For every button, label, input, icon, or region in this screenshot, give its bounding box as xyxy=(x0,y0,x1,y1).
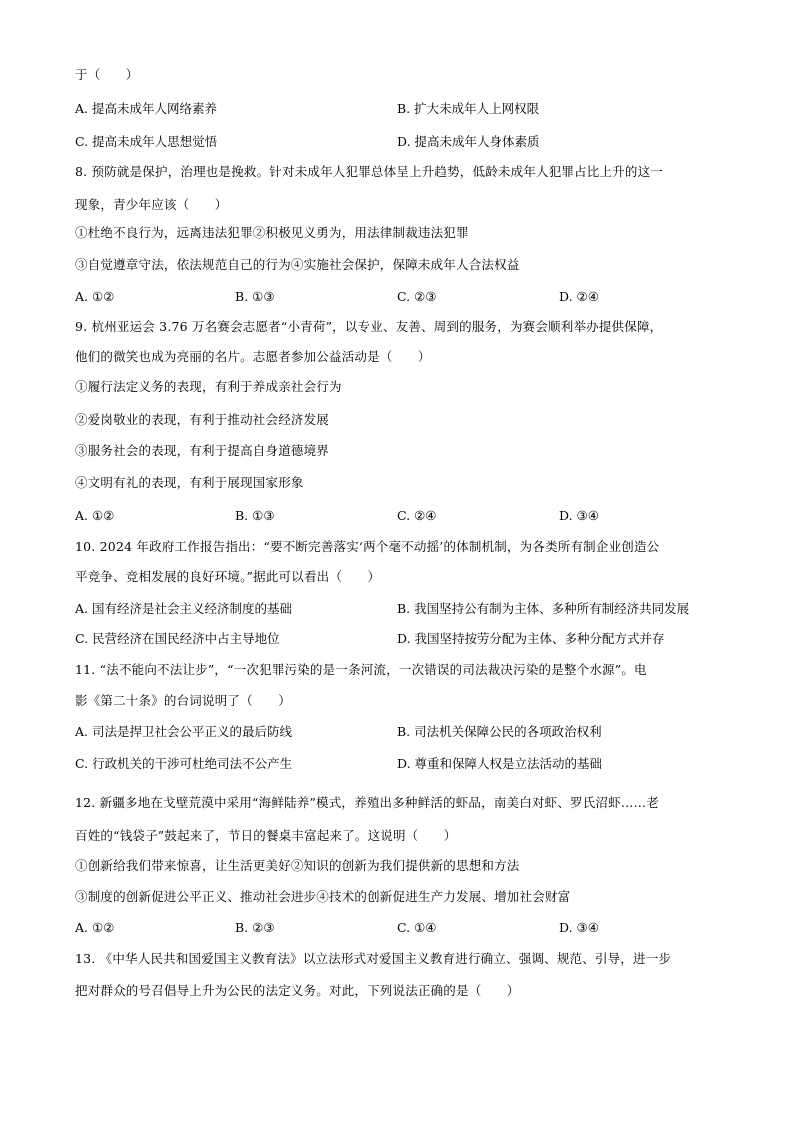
q8-option-b: B. ①③ xyxy=(235,289,275,304)
q8-option-a: A. ①② xyxy=(75,289,115,304)
q11-option-c: C. 行政机关的干涉可杜绝司法不公产生 xyxy=(75,756,293,771)
q7-option-a: A. 提高未成年人网络素养 xyxy=(75,101,217,116)
q11-option-b: B. 司法机关保障公民的各项政治权利 xyxy=(397,724,602,739)
q13-stem-line1: 13. 《中华人民共和国爱国主义教育法》以立法形式对爱国主义教育进行确立、强调、规范、引导，进一步 xyxy=(75,951,672,966)
q7-option-c: C. 提高未成年人思想觉悟 xyxy=(75,134,218,149)
q9-option-a: A. ①② xyxy=(75,508,115,523)
q9-stem-line2: 他们的微笑也成为亮丽的名片。志愿者参加公益活动是（ ） xyxy=(75,349,431,364)
q7-stem-end: 于（ ） xyxy=(75,67,139,82)
q8-stem-line2: 现象，青少年应该（ ） xyxy=(75,197,228,212)
q9-stem-line1: 9. 杭州亚运会 3.76 万名赛会志愿者“小青荷”，以专业、友善、周到的服务，为赛会顺利举办提供保障， xyxy=(75,319,663,334)
q8-statement-line1: ①杜绝不良行为，远离违法犯罪②积极见义勇为，用法律制裁违法犯罪 xyxy=(75,225,469,240)
q11-stem-line2: 影《第二十条》的台词说明了（ ） xyxy=(75,693,291,708)
q11-option-a: A. 司法是捍卫社会公平正义的最后防线 xyxy=(75,724,292,739)
q12-option-a: A. ①② xyxy=(75,920,115,935)
q9-statement-2: ②爱岗敬业的表现，有利于推动社会经济发展 xyxy=(75,412,330,427)
q8-option-d: D. ②④ xyxy=(559,289,599,304)
q11-stem-line1: 11. “法不能向不法让步”，“一次犯罪污染的是一条河流，一次错误的司法裁决污染的是整个水源”。电 xyxy=(75,662,647,677)
q10-option-d: D. 我国坚持按劳分配为主体、多种分配方式并存 xyxy=(397,631,665,646)
q12-statement-line2: ③制度的创新促进公平正义、推动社会进步④技术的创新促进生产力发展、增加社会财富 xyxy=(75,889,571,904)
q9-statement-1: ①履行法定义务的表现，有利于养成亲社会行为 xyxy=(75,379,342,394)
q12-option-c: C. ①④ xyxy=(397,920,437,935)
q9-option-b: B. ①③ xyxy=(235,508,275,523)
q10-stem-line2: 平竞争、竞相发展的良好环境。”据此可以看出（ ） xyxy=(75,569,381,584)
q8-option-c: C. ②③ xyxy=(397,289,437,304)
q7-option-d: D. 提高未成年人身体素质 xyxy=(397,134,540,149)
q12-statement-line1: ①创新给我们带来惊喜，让生活更美好②知识的创新为我们提供新的思想和方法 xyxy=(75,858,520,873)
q13-stem-line2: 把对群众的号召倡导上升为公民的法定义务。对此，下列说法正确的是（ ） xyxy=(75,983,520,998)
q9-statement-4: ④文明有礼的表现，有利于展现国家形象 xyxy=(75,475,304,490)
q9-option-c: C. ②④ xyxy=(397,508,437,523)
q12-option-d: D. ③④ xyxy=(559,920,599,935)
q10-stem-line1: 10. 2024 年政府工作报告指出：“要不断完善落实‘两个毫不动摇’的体制机制，为各类所有制企业创造公 xyxy=(75,539,660,554)
q12-stem-line2: 百姓的“钱袋子”鼓起来了，节日的餐桌丰富起来了。这说明（ ） xyxy=(75,828,457,843)
q10-option-b: B. 我国坚持公有制为主体、多种所有制经济共同发展 xyxy=(397,601,690,616)
q12-stem-line1: 12. 新疆多地在戈壁荒漠中采用“海鲜陆养”模式，养殖出多种鲜活的虾品，南美白对虾、罗氏沼虾……老 xyxy=(75,795,659,810)
q10-option-a: A. 国有经济是社会主义经济制度的基础 xyxy=(75,601,292,616)
q9-option-d: D. ③④ xyxy=(559,508,599,523)
q8-statement-line2: ③自觉遵章守法，依法规范自己的行为④实施社会保护，保障未成年人合法权益 xyxy=(75,257,520,272)
q8-stem-line1: 8. 预防就是保护，治理也是挽救。针对未成年人犯罪总体呈上升趋势，低龄未成年人犯罪占比上升的这一 xyxy=(75,164,664,179)
q11-option-d: D. 尊重和保障人权是立法活动的基础 xyxy=(397,756,603,771)
q12-option-b: B. ②③ xyxy=(235,920,275,935)
q9-statement-3: ③服务社会的表现，有利于提高自身道德境界 xyxy=(75,443,330,458)
q7-option-b: B. 扩大未成年人上网权限 xyxy=(397,101,540,116)
q10-option-c: C. 民营经济在国民经济中占主导地位 xyxy=(75,631,280,646)
